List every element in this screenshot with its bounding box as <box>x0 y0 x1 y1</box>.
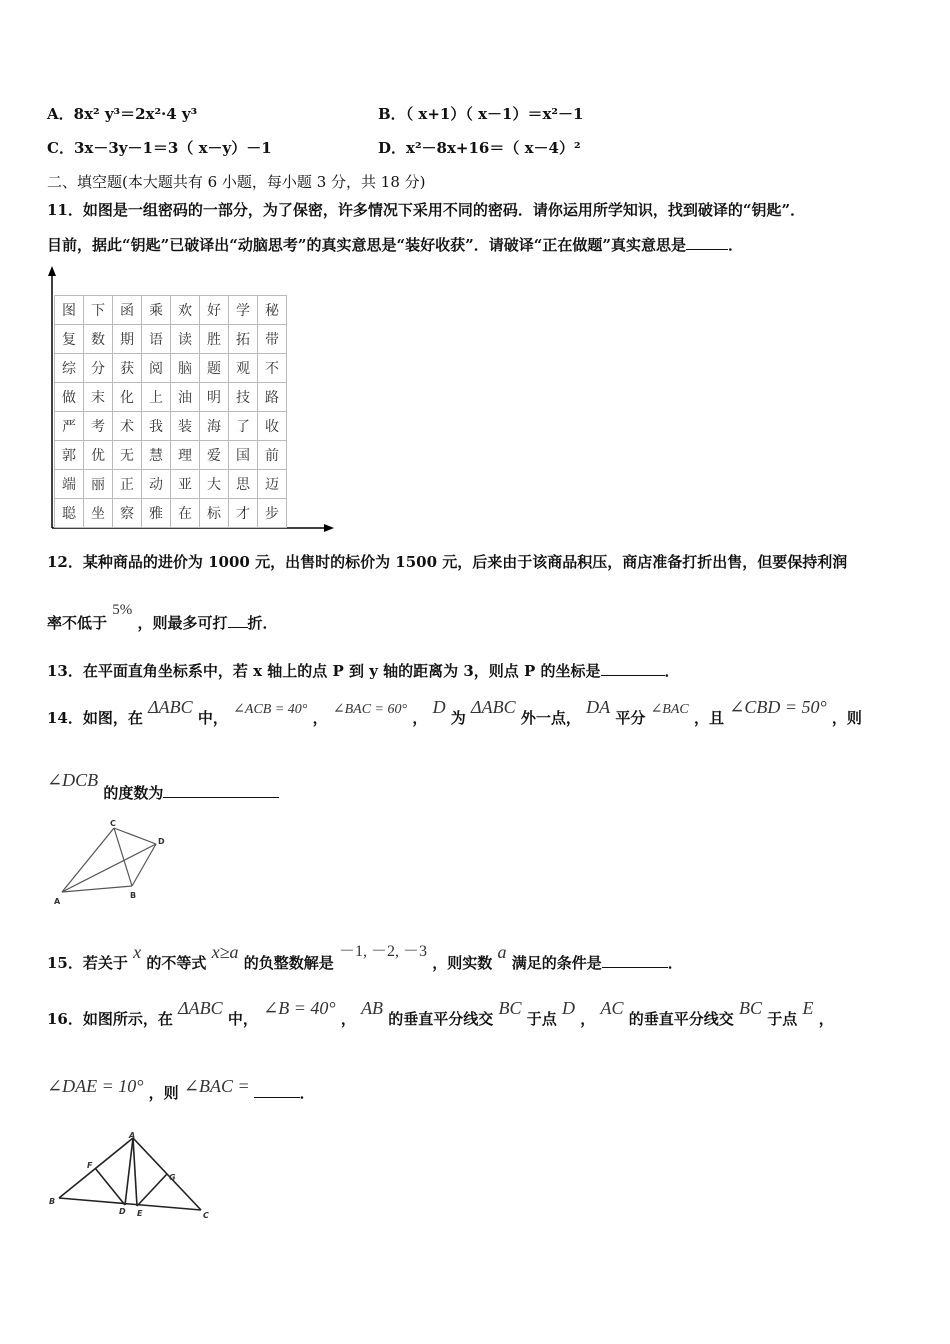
grid-cell: 阅 <box>142 354 171 383</box>
q16-segment-bc-2: BC <box>739 998 763 1018</box>
q14-triangle-2: ΔABC <box>471 697 516 717</box>
q16-line1: 16．如图所示，在 ΔABC 中， ∠B = 40° ， AB 的垂直平分线交 BC 于点 D ， AC 的垂直平分线交 BC 于点 E ， <box>47 998 834 1028</box>
grid-row <box>55 383 287 412</box>
q14-label-a: A <box>54 897 61 906</box>
q15: 15．若关于 x 的不等式 x≥a 的负整数解是 －1, －2, －3 ，则实数 a 满足的条件是 ． <box>47 942 683 972</box>
option-c: C．3x－3y－1＝3（ x－y）－1 <box>47 139 272 157</box>
q11-line1: 11．如图是一组密码的一部分，为了保密，许多情况下采用不同的密码．请你运用所学知识，找到破译的“钥匙”． <box>47 201 806 219</box>
option-b-text: （ x+1）（ x－1）＝x²－1 <box>405 105 584 123</box>
q12-line1: 12．某种商品的进价为 1000 元，出售时的标价为 1500 元，后来由于该商品积压，商店准备打折出售，但要保持利润 <box>47 553 848 571</box>
q14-triangle: ΔABC <box>148 697 193 717</box>
q13: 13．在平面直角坐标系中，若 x 轴上的点 P 到 y 轴的距离为 3，则点 P 的坐标是 ． <box>47 662 680 680</box>
q14-segment-da: DA <box>586 697 611 717</box>
grid-cell: 不 <box>258 354 287 383</box>
grid-cell: 观 <box>229 354 258 383</box>
option-d: D．x²－8x+16＝（ x－4）² <box>378 139 581 157</box>
grid-cell: 收 <box>258 412 287 441</box>
q11-answer-blank <box>686 235 728 250</box>
grid-cell: 坐 <box>84 499 113 528</box>
option-b: B．（ x+1）（ x－1）＝x²－1 <box>378 105 584 123</box>
grid-cell: 考 <box>84 412 113 441</box>
q16-label-f: F <box>87 1161 93 1170</box>
grid-cell: 前 <box>258 441 287 470</box>
grid-row <box>55 296 287 325</box>
grid-cell: 学 <box>229 296 258 325</box>
grid-cell: 脑 <box>171 354 200 383</box>
grid-cell: 慧 <box>142 441 171 470</box>
grid-cell: 才 <box>229 499 258 528</box>
option-d-text: x²－8x+16＝（ x－4）² <box>406 139 581 157</box>
grid-cell: 好 <box>200 296 229 325</box>
q16-segment-ab: AB <box>361 998 384 1018</box>
q16-triangle: ΔABC <box>178 998 223 1018</box>
grid-cell: 读 <box>171 325 200 354</box>
grid-cell: 无 <box>113 441 142 470</box>
grid-cell: 装 <box>171 412 200 441</box>
grid-row <box>55 499 287 528</box>
grid-row <box>55 354 287 383</box>
grid-cell: 步 <box>258 499 287 528</box>
grid-cell: 复 <box>55 325 84 354</box>
grid-cell: 分 <box>84 354 113 383</box>
q14-figure <box>52 820 172 908</box>
q16-label-b: B <box>49 1197 56 1206</box>
q15-answer-blank <box>602 953 668 968</box>
q16-label-g: G <box>169 1173 176 1182</box>
q16-label-d: D <box>119 1207 126 1216</box>
q14-label-c: C <box>110 820 116 828</box>
grid-cell: 正 <box>113 470 142 499</box>
q16-segment-ac: AC <box>600 998 624 1018</box>
q14-answer-blank <box>163 783 279 798</box>
grid-cell: 秘 <box>258 296 287 325</box>
grid-cell: 末 <box>84 383 113 412</box>
grid-row <box>55 470 287 499</box>
grid-cell: 欢 <box>171 296 200 325</box>
grid-cell: 亚 <box>171 470 200 499</box>
option-c-text: 3x－3y－1＝3（ x－y）－1 <box>73 139 272 157</box>
q16-figure <box>45 1128 225 1224</box>
q14-point-d: D <box>432 697 446 717</box>
grid-cell: 胜 <box>200 325 229 354</box>
grid-cell: 郭 <box>55 441 84 470</box>
grid-cell: 做 <box>55 383 84 412</box>
q14-angle-bac: ∠BAC = 60° <box>332 702 408 717</box>
q12-answer-blank <box>228 613 248 628</box>
q12-percent: 5% <box>112 602 133 618</box>
q16-angle-bac: ∠BAC = <box>183 1076 250 1096</box>
q12-line2: 率不低于 5% ，则最多可打 折． <box>47 602 278 632</box>
q15-var-x: x <box>133 942 142 962</box>
grid-cell: 我 <box>142 412 171 441</box>
grid-cell: 端 <box>55 470 84 499</box>
grid-cell: 乘 <box>142 296 171 325</box>
q14-label-d: D <box>158 837 165 846</box>
q16-label-a: A <box>129 1131 136 1140</box>
q16-point-d: D <box>562 998 576 1018</box>
grid-cell: 路 <box>258 383 287 412</box>
grid-cell: 下 <box>84 296 113 325</box>
q15-solutions: －1, －2, －3 <box>338 943 427 960</box>
grid-cell: 综 <box>55 354 84 383</box>
q11-cipher-grid <box>54 295 287 528</box>
grid-cell: 大 <box>200 470 229 499</box>
q16-line2: ∠DAE = 10° ，则 ∠BAC = ． <box>47 1076 315 1102</box>
grid-cell: 丽 <box>84 470 113 499</box>
q16-answer-blank <box>254 1083 300 1098</box>
q16-angle-dae: ∠DAE = 10° <box>47 1076 144 1096</box>
grid-cell: 油 <box>171 383 200 412</box>
q16-label-c: C <box>203 1211 209 1220</box>
grid-cell: 察 <box>113 499 142 528</box>
grid-cell: 获 <box>113 354 142 383</box>
q11-line2: 目前，据此“钥匙”已破译出“动脑思考”的真实意思是“装好收获”．请破译“正在做题”真实意思是 ． <box>47 236 744 254</box>
grid-row <box>55 412 287 441</box>
q14-angle-cbd: ∠CBD = 50° <box>729 697 827 717</box>
grid-cell: 明 <box>200 383 229 412</box>
q14-angle-dcb: ∠DCB <box>47 770 99 790</box>
grid-cell: 数 <box>84 325 113 354</box>
q14-angle-bac-2: ∠BAC <box>650 702 689 717</box>
q15-inequality: x≥a <box>211 942 239 962</box>
grid-cell: 期 <box>113 325 142 354</box>
q16-label-e: E <box>137 1209 143 1218</box>
grid-cell: 术 <box>113 412 142 441</box>
grid-cell: 海 <box>200 412 229 441</box>
grid-row <box>55 325 287 354</box>
grid-cell: 聪 <box>55 499 84 528</box>
grid-row <box>55 441 287 470</box>
grid-cell: 动 <box>142 470 171 499</box>
grid-cell: 带 <box>258 325 287 354</box>
grid-cell: 理 <box>171 441 200 470</box>
grid-cell: 了 <box>229 412 258 441</box>
q16-angle-b: ∠B = 40° <box>263 998 336 1018</box>
grid-cell: 题 <box>200 354 229 383</box>
q16-point-e: E <box>802 998 814 1018</box>
q13-answer-blank <box>601 661 665 676</box>
q14-angle-acb: ∠ACB = 40° <box>233 702 308 717</box>
section-heading: 二、填空题(本大题共有 6 小题，每小题 3 分，共 18 分) <box>47 173 426 191</box>
q16-segment-bc-1: BC <box>498 998 522 1018</box>
option-a: A．8x² y³＝2x²·4 y³ <box>47 105 198 123</box>
q14-line1: 14．如图，在 ΔABC 中， ∠ACB = 40° ， ∠BAC = 60° ， D 为 ΔABC 外一点， DA 平分 ∠BAC ，且 ∠CBD = 50° ，则 <box>47 697 862 727</box>
grid-cell: 严 <box>55 412 84 441</box>
grid-cell: 在 <box>171 499 200 528</box>
q15-var-a: a <box>497 942 507 962</box>
grid-cell: 思 <box>229 470 258 499</box>
grid-cell: 迈 <box>258 470 287 499</box>
grid-cell: 拓 <box>229 325 258 354</box>
grid-cell: 标 <box>200 499 229 528</box>
grid-cell: 函 <box>113 296 142 325</box>
grid-cell: 技 <box>229 383 258 412</box>
grid-cell: 上 <box>142 383 171 412</box>
grid-cell: 优 <box>84 441 113 470</box>
q14-label-b: B <box>130 891 137 900</box>
grid-cell: 语 <box>142 325 171 354</box>
grid-cell: 国 <box>229 441 258 470</box>
grid-cell: 图 <box>55 296 84 325</box>
grid-cell: 爱 <box>200 441 229 470</box>
grid-cell: 雅 <box>142 499 171 528</box>
option-a-text: 8x² y³＝2x²·4 y³ <box>73 105 198 123</box>
q14-line2: ∠DCB 的度数为 <box>47 782 279 803</box>
grid-cell: 化 <box>113 383 142 412</box>
